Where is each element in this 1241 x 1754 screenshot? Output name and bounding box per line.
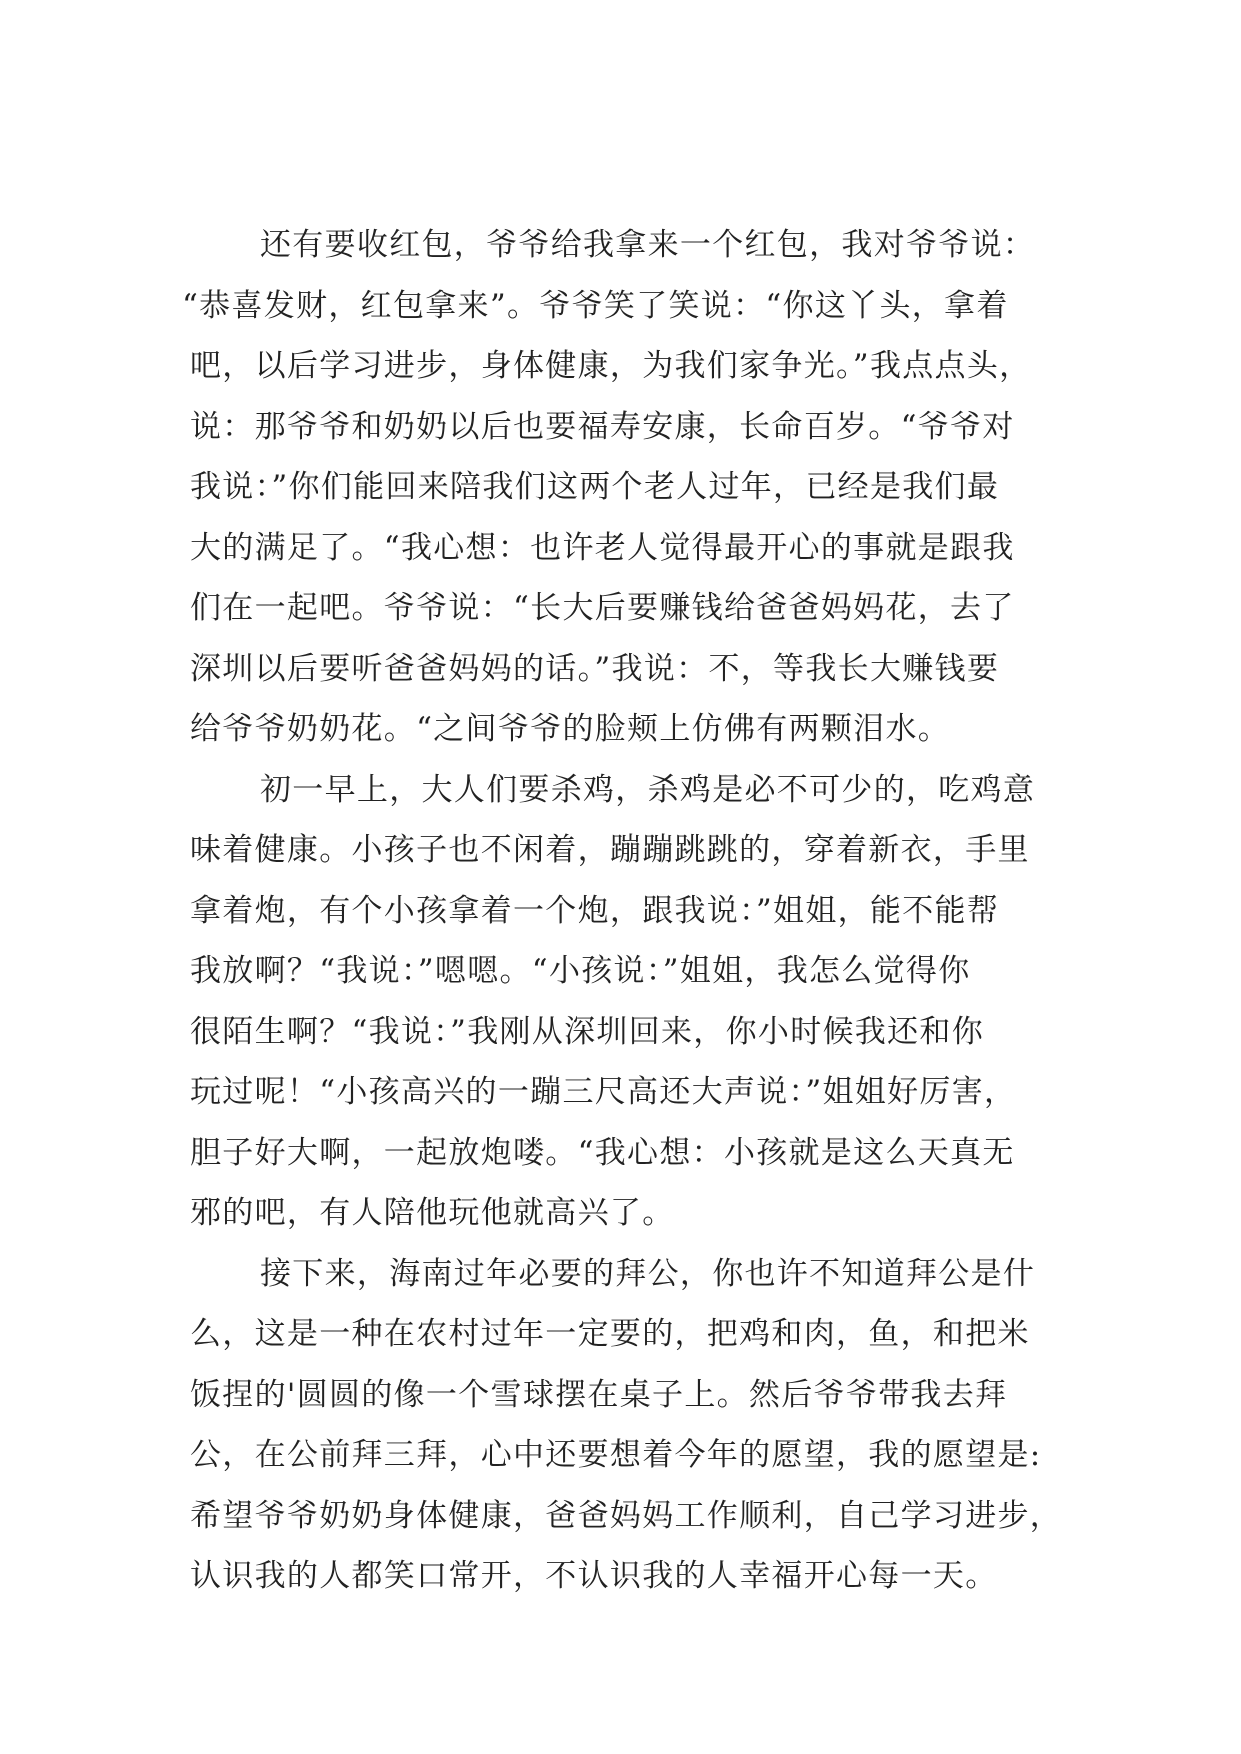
paragraph-line: 公，在公前拜三拜，心中还要想着今年的愿望，我的愿望是:	[190, 1437, 1042, 1473]
paragraph-line: 接下来，海南过年必要的拜公，你也许不知道拜公是什	[260, 1255, 1036, 1292]
paragraph-line: 吧，以后学习进步，身体健康，为我们家争光。”我点点头，	[190, 348, 1032, 384]
paragraph-line: 么，这是一种在农村过年一定要的，把鸡和肉，鱼，和把米	[190, 1316, 1030, 1352]
paragraph-line: 还有要收红包，爷爷给我拿来一个红包，我对爷爷说：	[260, 227, 1036, 263]
paragraph-3	[190, 1244, 1070, 1607]
paragraph-line: 我说：”你们能回来陪我们这两个老人过年，已经是我们最	[190, 469, 1000, 505]
paragraph-line: 认识我的人都笑口常开，不认识我的人幸福开心每一天。	[190, 1558, 998, 1594]
paragraph-2	[190, 760, 1070, 1244]
paragraph-line: “恭喜发财，红包拿来”。爷爷笑了笑说：“你这丫头，拿着	[182, 287, 1009, 324]
paragraph-line: 说：那爷爷和奶奶以后也要福寿安康，长命百岁。“爷爷对	[190, 408, 1015, 445]
paragraph-line: 们在一起吧。爷爷说：“长大后要赚钱给爸爸妈妈花，去了	[190, 590, 1015, 626]
paragraph-1	[182, 215, 1070, 760]
paragraph-line: 饭捏的'圆圆的像一个雪球摆在桌子上。然后爷爷带我去拜	[190, 1376, 1008, 1413]
paragraph-line: 拿着炮，有个小孩拿着一个炮，跟我说：”姐姐，能不能帮	[190, 892, 1000, 929]
paragraph-line: 玩过呢！“小孩高兴的一蹦三尺高还大声说：”姐姐好厉害，	[190, 1074, 1017, 1110]
paragraph-line: 深圳以后要听爸爸妈妈的话。”我说：不，等我长大赚钱要	[190, 650, 1000, 687]
paragraph-line: 很陌生啊？“我说：”我刚从深圳回来，你小时候我还和你	[190, 1013, 984, 1050]
paragraph-line: 胆子好大啊，一起放炮喽。“我心想：小孩就是这么天真无	[190, 1134, 1015, 1171]
paragraph-line: 希望爷爷奶奶身体健康，爸爸妈妈工作顺利，自己学习进步，	[190, 1497, 1063, 1534]
document-body	[182, 215, 1070, 1607]
paragraph-line: 初一早上，大人们要杀鸡，杀鸡是必不可少的，吃鸡意	[260, 771, 1036, 808]
paragraph-line: 大的满足了。“我心想：也许老人觉得最开心的事就是跟我	[190, 529, 1015, 566]
paragraph-line: 邪的吧，有人陪他玩他就高兴了。	[190, 1195, 675, 1231]
paragraph-line: 给爷爷奶奶花。“之间爷爷的脸颊上仿佛有两颗泪水。	[190, 711, 951, 747]
paragraph-line: 味着健康。小孩子也不闲着，蹦蹦跳跳的，穿着新衣，手里	[190, 832, 1030, 868]
paragraph-line: 我放啊？“我说：”嗯嗯。“小孩说：”姐姐，我怎么觉得你	[190, 953, 971, 989]
